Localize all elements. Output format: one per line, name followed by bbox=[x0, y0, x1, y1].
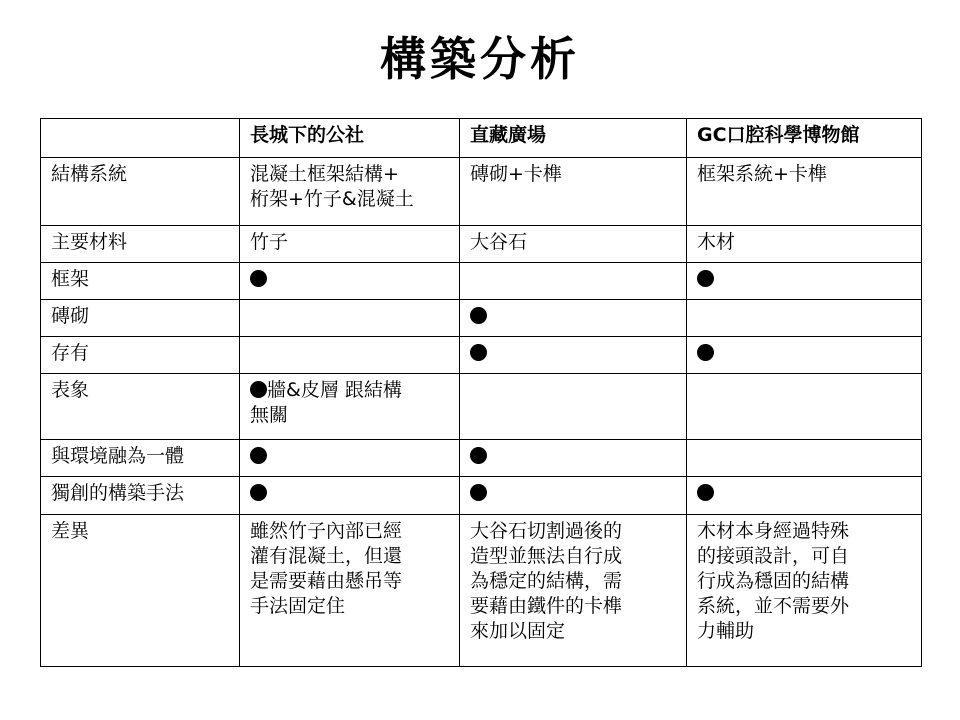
page-title: 構築分析 bbox=[380, 32, 580, 86]
table-cell bbox=[240, 374, 460, 440]
table-row bbox=[41, 374, 922, 440]
table-cell bbox=[687, 477, 922, 515]
table-cell bbox=[460, 226, 687, 263]
table-cell bbox=[240, 515, 460, 667]
table-row bbox=[41, 515, 922, 667]
table-cell bbox=[460, 158, 687, 226]
table-cell bbox=[240, 226, 460, 263]
cell-text: 雖然竹子內部已經 灌有混凝土，但還 是需要藉由懸吊等 手法固定住 bbox=[250, 520, 403, 617]
table-row bbox=[41, 477, 922, 515]
table-cell bbox=[687, 263, 922, 300]
table-cell bbox=[240, 440, 460, 477]
table-cell bbox=[240, 300, 460, 337]
table-cell bbox=[240, 337, 460, 374]
table-cell bbox=[240, 158, 460, 226]
table-cell bbox=[687, 374, 922, 440]
filled-circle-icon bbox=[250, 270, 267, 287]
header-cell-project-2: 直藏廣場 bbox=[460, 119, 687, 158]
row-label: 存有 bbox=[41, 337, 240, 374]
filled-circle-icon bbox=[470, 344, 487, 361]
row-label: 結構系統 bbox=[41, 158, 240, 226]
filled-circle-icon bbox=[697, 484, 714, 501]
table-cell bbox=[687, 226, 922, 263]
cell-text: 大谷石切割過後的 造型並無法自行成 為穩定的結構，需 要藉由鐵件的卡榫 來加以固定 bbox=[470, 520, 623, 642]
row-label: 主要材料 bbox=[41, 226, 240, 263]
filled-circle-icon bbox=[250, 484, 267, 501]
table-cell bbox=[687, 440, 922, 477]
table-cell bbox=[460, 374, 687, 440]
row-label: 表象 bbox=[41, 374, 240, 440]
table-cell bbox=[687, 158, 922, 226]
filled-circle-icon bbox=[697, 270, 714, 287]
table-cell bbox=[687, 300, 922, 337]
table-cell bbox=[460, 440, 687, 477]
cell-text: 木材本身經過特殊 的接頭設計，可自 行成為穩固的結構 系統，並不需要外 力輔助 bbox=[697, 520, 850, 642]
cell-text: 大谷石 bbox=[470, 231, 528, 253]
table-cell bbox=[240, 477, 460, 515]
cell-text: 牆&皮層 跟結構 無關 bbox=[250, 379, 402, 426]
filled-circle-icon bbox=[470, 484, 487, 501]
table-row bbox=[41, 226, 922, 263]
row-label: 差異 bbox=[41, 515, 240, 667]
table-cell bbox=[240, 263, 460, 300]
table-cell bbox=[687, 337, 922, 374]
table-body bbox=[41, 119, 922, 667]
filled-circle-icon bbox=[250, 447, 267, 464]
header-cell-project-3: GC口腔科學博物館 bbox=[687, 119, 922, 158]
row-label: 與環境融為一體 bbox=[41, 440, 240, 477]
cell-text: 磚砌+卡榫 bbox=[470, 163, 562, 185]
table-cell bbox=[460, 515, 687, 667]
table-row bbox=[41, 300, 922, 337]
row-label: 框架 bbox=[41, 263, 240, 300]
table-cell bbox=[460, 477, 687, 515]
table-cell bbox=[460, 300, 687, 337]
filled-circle-icon bbox=[697, 344, 714, 361]
cell-text: 竹子 bbox=[250, 231, 289, 253]
table-cell bbox=[460, 337, 687, 374]
table-row bbox=[41, 263, 922, 300]
filled-circle-icon bbox=[470, 307, 487, 324]
filled-circle-icon bbox=[250, 381, 267, 398]
analysis-table bbox=[40, 118, 922, 667]
header-cell-project-1: 長城下的公社 bbox=[240, 119, 460, 158]
row-label: 獨創的構築手法 bbox=[41, 477, 240, 515]
table-row bbox=[41, 158, 922, 226]
cell-text: 木材 bbox=[697, 231, 736, 253]
table-row bbox=[41, 440, 922, 477]
table-cell bbox=[687, 515, 922, 667]
table-cell bbox=[460, 263, 687, 300]
header-cell-empty bbox=[41, 119, 240, 158]
table-row bbox=[41, 337, 922, 374]
row-label: 磚砌 bbox=[41, 300, 240, 337]
header-row bbox=[41, 119, 922, 158]
cell-text: 混凝土框架結構+ 桁架+竹子&混凝土 bbox=[250, 163, 414, 210]
filled-circle-icon bbox=[470, 447, 487, 464]
cell-text: 框架系統+卡榫 bbox=[697, 163, 827, 185]
